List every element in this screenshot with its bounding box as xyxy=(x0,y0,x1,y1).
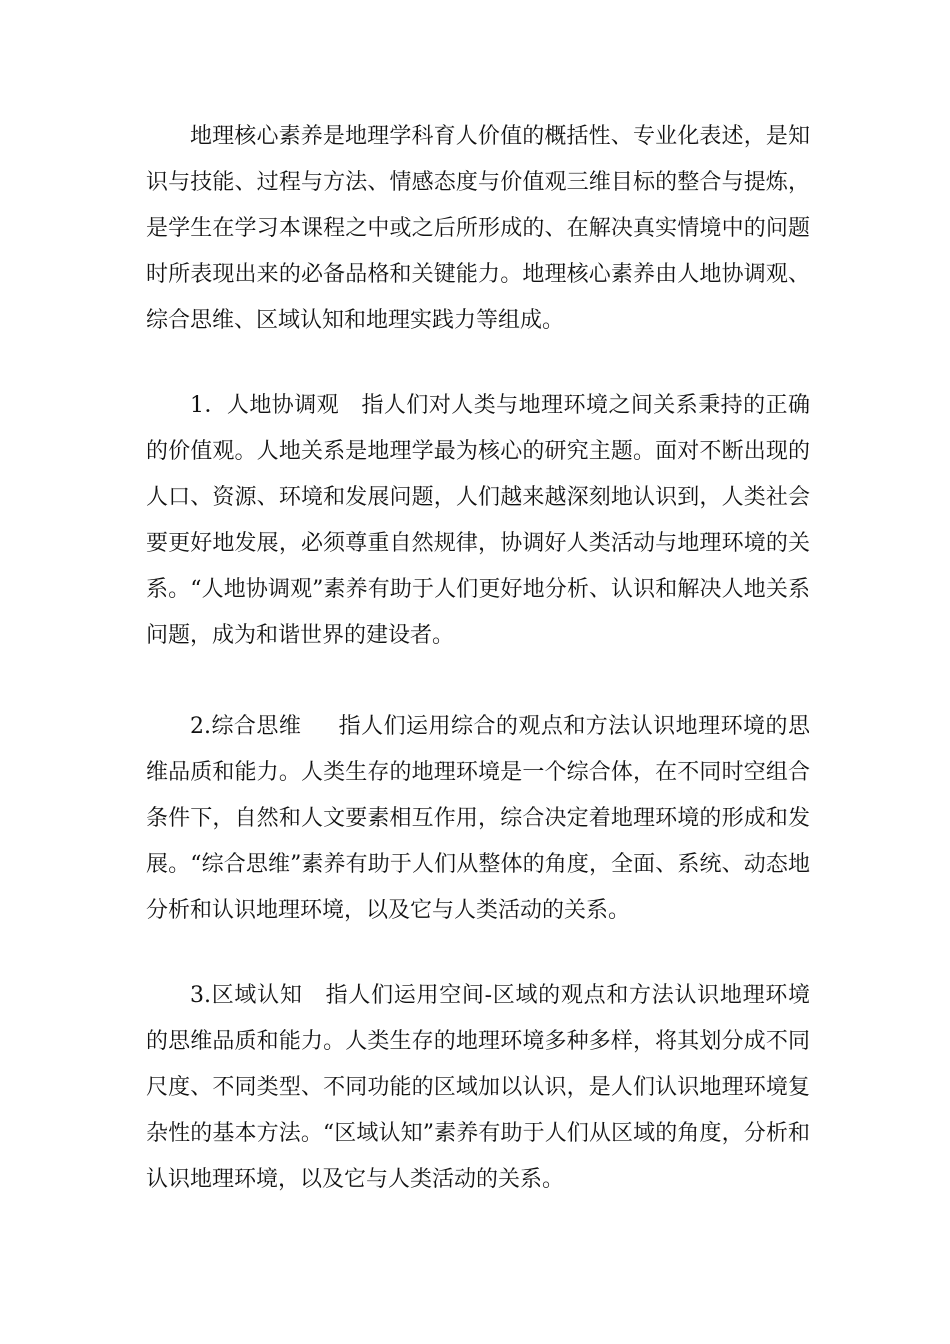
section-body-2: 指人们运用综合的观点和方法认识地理环境的思维品质和能力。人类生存的地理环境是一个综合体，在不同时空组合条件下，自然和人文要素相互作用，综合决定着地理环境的形成和发展。“综合思维”素养有助于人们从整体的角度，全面、系统、动态地分析和认识地理环境，以及它与人类活动的关系。 xyxy=(146,714,810,923)
section-paragraph-1 xyxy=(146,383,810,659)
heading-gap xyxy=(339,393,361,418)
section-body-3: 指人们运用空间-区域的观点和方法认识地理环境的思维品质和能力。人类生存的地理环境多种多样，将其划分成不同尺度、不同类型、不同功能的区域加以认识，是人们认识地理环境复杂性的基本方法。“区域认知”素养有助于人们从区域的角度，分析和认识地理环境，以及它与人类活动的关系。 xyxy=(146,983,810,1192)
section-paragraph-2 xyxy=(146,704,810,934)
section-paragraph-3 xyxy=(146,973,810,1203)
intro-paragraph: 地理核心素养是地理学科育人价值的概括性、专业化表述，是知识与技能、过程与方法、情感态度与价值观三维目标的整合与提炼，是学生在学习本课程之中或之后所形成的、在解决真实情境中的问题时所表现出来的必备品格和关键能力。地理核心素养由人地协调观、综合思维、区域认知和地理实践力等组成。 xyxy=(146,124,810,333)
section-heading-3: 3.区域认知 xyxy=(190,983,303,1008)
heading-gap xyxy=(303,983,326,1008)
section-heading-2: 2.综合思维 xyxy=(190,714,302,739)
heading-gap xyxy=(301,714,338,739)
section-body-1: 指人们对人类与地理环境之间关系秉持的正确的价值观。人地关系是地理学最为核心的研究主题。面对不断出现的人口、资源、环境和发展问题，人们越来越深刻地认识到，人类社会要更好地发展，必须尊重自然规律，协调好人类活动与地理环境的关系。“人地协调观”素养有助于人们更好地分析、认识和解决人地关系问题，成为和谐世界的建设者。 xyxy=(146,393,810,648)
section-heading-1: 1．人地协调观 xyxy=(190,393,340,418)
